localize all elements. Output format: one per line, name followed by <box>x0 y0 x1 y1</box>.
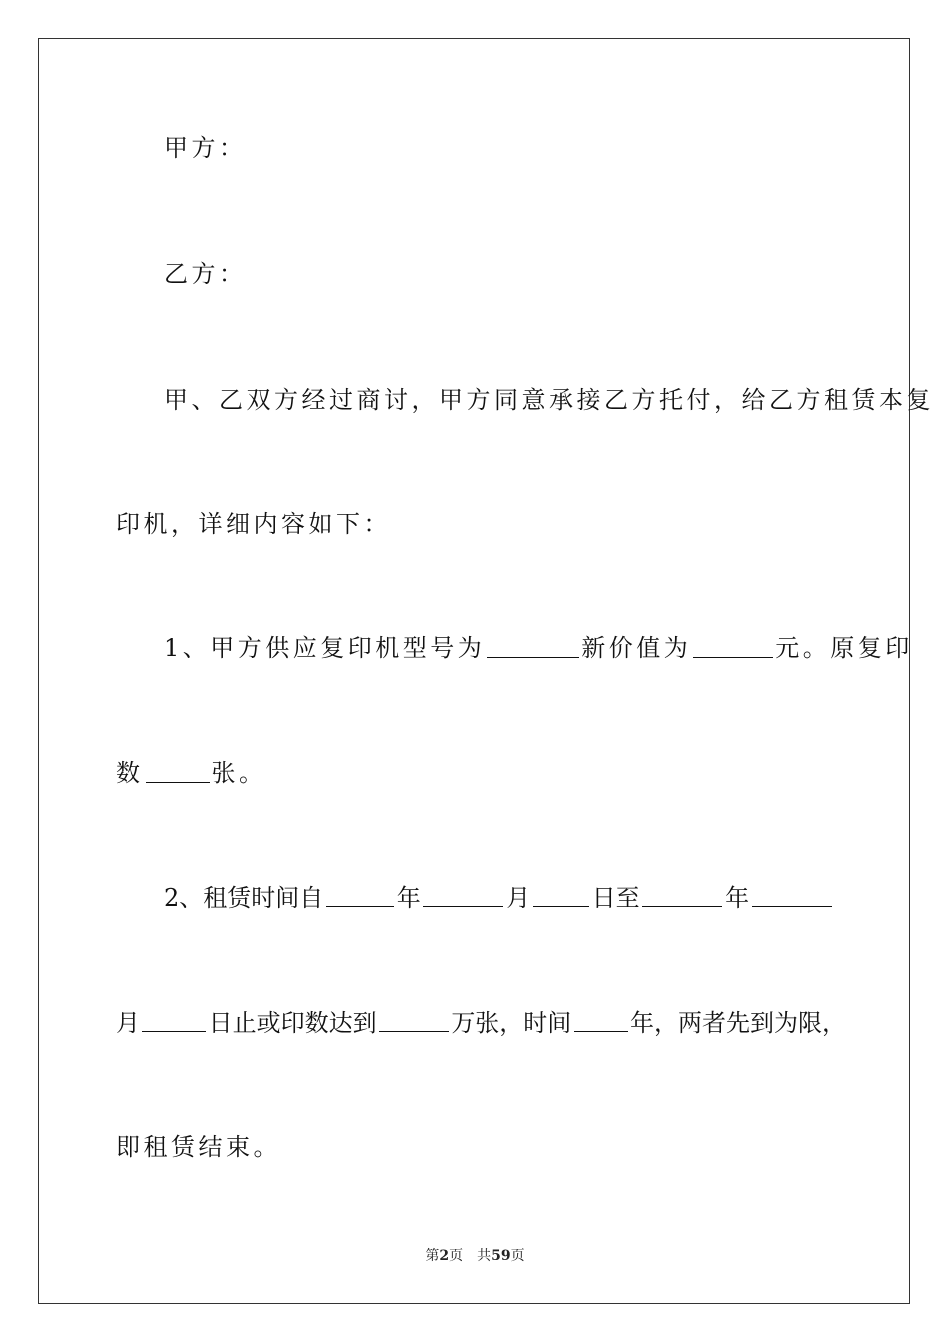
model-blank <box>487 633 579 658</box>
footer-mid: 页 共 <box>449 1248 492 1264</box>
clause-1-line-2 <box>116 757 846 789</box>
clause-2-text: 日止或印数达到 <box>208 1009 377 1037</box>
years-blank <box>574 1007 628 1032</box>
end-year-blank <box>642 882 722 907</box>
clause-1-line-1 <box>164 632 913 664</box>
clause-2-text: 月 <box>116 1009 140 1037</box>
clause-1-text: 1、甲方供应复印机型号为 <box>164 634 486 662</box>
end-month-blank <box>752 882 832 907</box>
copies-blank <box>379 1007 449 1032</box>
clause-2-text: 年，两者先到为限， <box>629 1009 846 1037</box>
count-blank <box>146 758 210 783</box>
party-b-label: 乙方： <box>164 260 247 288</box>
clause-2-line-3: 即租赁结束。 <box>116 1133 281 1161</box>
clause-2-line-2 <box>116 1007 846 1039</box>
clause-1-text: 数 <box>116 759 144 787</box>
clause-2-text: 日至 <box>591 884 640 912</box>
clause-1-text: 元。原复印 <box>775 634 913 662</box>
page-border <box>38 38 934 1304</box>
intro-line-2: 印机，详细内容如下： <box>116 510 391 538</box>
value-blank <box>693 633 773 658</box>
clause-2-text: 年 <box>396 884 421 912</box>
clause-2-text: 年 <box>725 884 750 912</box>
start-month-blank <box>423 882 503 907</box>
intro-line-1: 甲、乙双方经过商讨，甲方同意承接乙方托付，给乙方租赁本复 <box>164 386 934 414</box>
clause-2-text: 2、租赁时间自 <box>164 884 324 912</box>
start-year-blank <box>326 882 394 907</box>
clause-2-line-1 <box>164 882 834 914</box>
page-footer <box>0 1246 950 1266</box>
clause-2-text: 月 <box>506 884 531 912</box>
footer-prefix: 第 <box>425 1248 440 1264</box>
party-a-label: 甲方： <box>164 134 247 162</box>
total-page-number: 59 <box>491 1248 511 1264</box>
end-day-blank <box>142 1007 206 1032</box>
current-page-number: 2 <box>439 1248 450 1264</box>
clause-1-text: 新价值为 <box>581 634 692 662</box>
footer-suffix: 页 <box>510 1248 525 1264</box>
clause-1-text: 张。 <box>211 759 267 787</box>
clause-2-text: 万张，时间 <box>451 1009 572 1037</box>
start-day-blank <box>533 882 589 907</box>
